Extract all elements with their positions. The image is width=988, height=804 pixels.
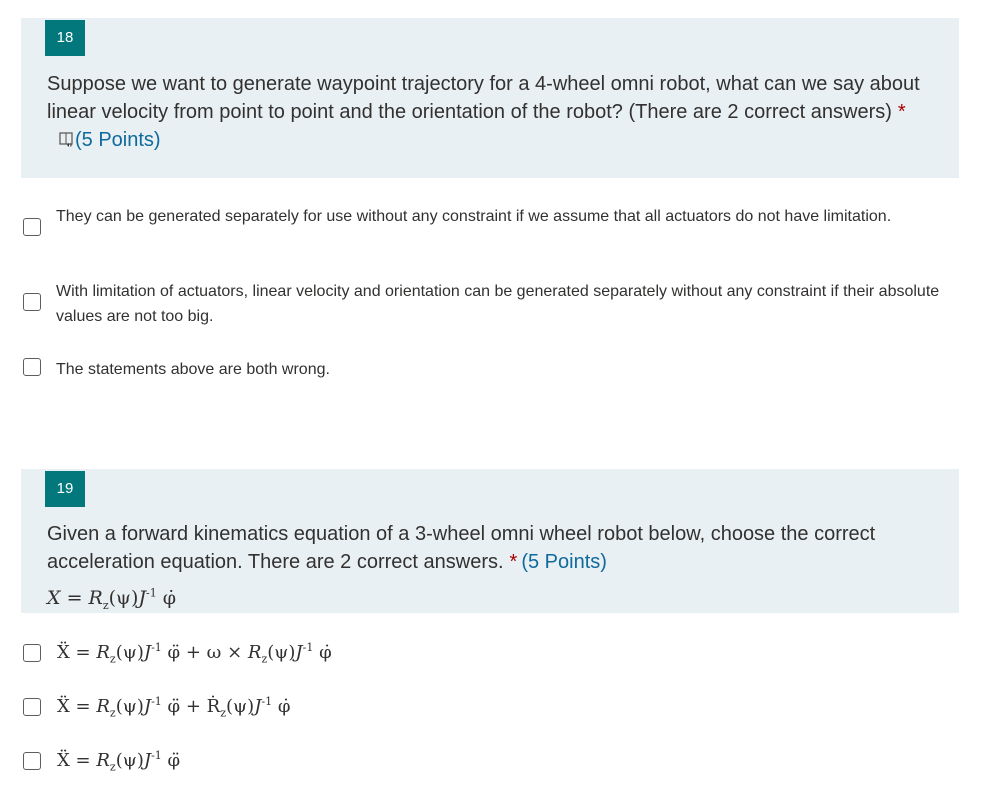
question-number-badge: 19 bbox=[45, 471, 85, 507]
option-18-3[interactable] bbox=[23, 358, 948, 382]
option-label: The statements above are both wrong. bbox=[56, 361, 330, 378]
question-prompt: Given a forward kinematics equation of a 3-wheel omni wheel robot below, choose the correct acceleration equation. There are 2 correct answers. bbox=[47, 523, 876, 573]
option-formula bbox=[57, 749, 180, 774]
math-expression: $X = R_z(\psi)J^{-1}$ φ̇ bbox=[47, 587, 177, 613]
question-text bbox=[47, 520, 935, 576]
required-asterisk: * bbox=[897, 101, 906, 123]
option-checkbox[interactable] bbox=[23, 293, 41, 311]
option-19-1[interactable] bbox=[23, 643, 948, 667]
option-checkbox[interactable] bbox=[23, 644, 41, 662]
option-19-2[interactable] bbox=[23, 697, 948, 721]
question-number-badge: 18 bbox=[45, 20, 85, 56]
points-label: (5 Points) bbox=[75, 129, 161, 151]
math-expression: Ẍ = $R_z(\psi)J^{-1}$ φ̈ bbox=[57, 749, 181, 774]
option-label: They can be generated separately for use without any constraint if we assume that all actuators do not have limitation. bbox=[56, 208, 892, 225]
question-prompt: Suppose we want to generate waypoint trajectory for a 4-wheel omni robot, what can we say about linear velocity from point to point and the orientation of the robot? (There are 2 correct answers) bbox=[47, 73, 920, 123]
option-checkbox[interactable] bbox=[23, 218, 41, 236]
question-text bbox=[47, 70, 935, 154]
option-formula bbox=[57, 695, 290, 720]
option-checkbox[interactable] bbox=[23, 358, 41, 376]
immersive-reader-icon[interactable] bbox=[59, 128, 73, 144]
option-18-1[interactable] bbox=[23, 206, 948, 256]
required-asterisk: * bbox=[509, 551, 518, 573]
option-checkbox[interactable] bbox=[23, 752, 41, 770]
math-expression: Ẍ = $R_z(\psi)J^{-1}$ φ̈ + $\omega \times R_z(\psi)J^{-1}$ φ̇ bbox=[57, 641, 332, 666]
kinematics-formula bbox=[47, 587, 176, 612]
math-expression: Ẍ = $R_z(\psi)J^{-1}$ φ̈ + $Ṙ_z(\psi)J^{-1}$ φ̇ bbox=[57, 695, 291, 720]
question-19-header bbox=[21, 469, 959, 613]
option-formula bbox=[57, 641, 332, 666]
question-18-header bbox=[21, 18, 959, 178]
option-label: With limitation of actuators, linear velocity and orientation can be generated separately without any constraint if their absolute values are not too big. bbox=[56, 283, 940, 325]
option-18-2[interactable] bbox=[23, 281, 948, 331]
points-label: (5 Points) bbox=[521, 551, 607, 573]
option-19-3[interactable] bbox=[23, 751, 948, 775]
option-checkbox[interactable] bbox=[23, 698, 41, 716]
